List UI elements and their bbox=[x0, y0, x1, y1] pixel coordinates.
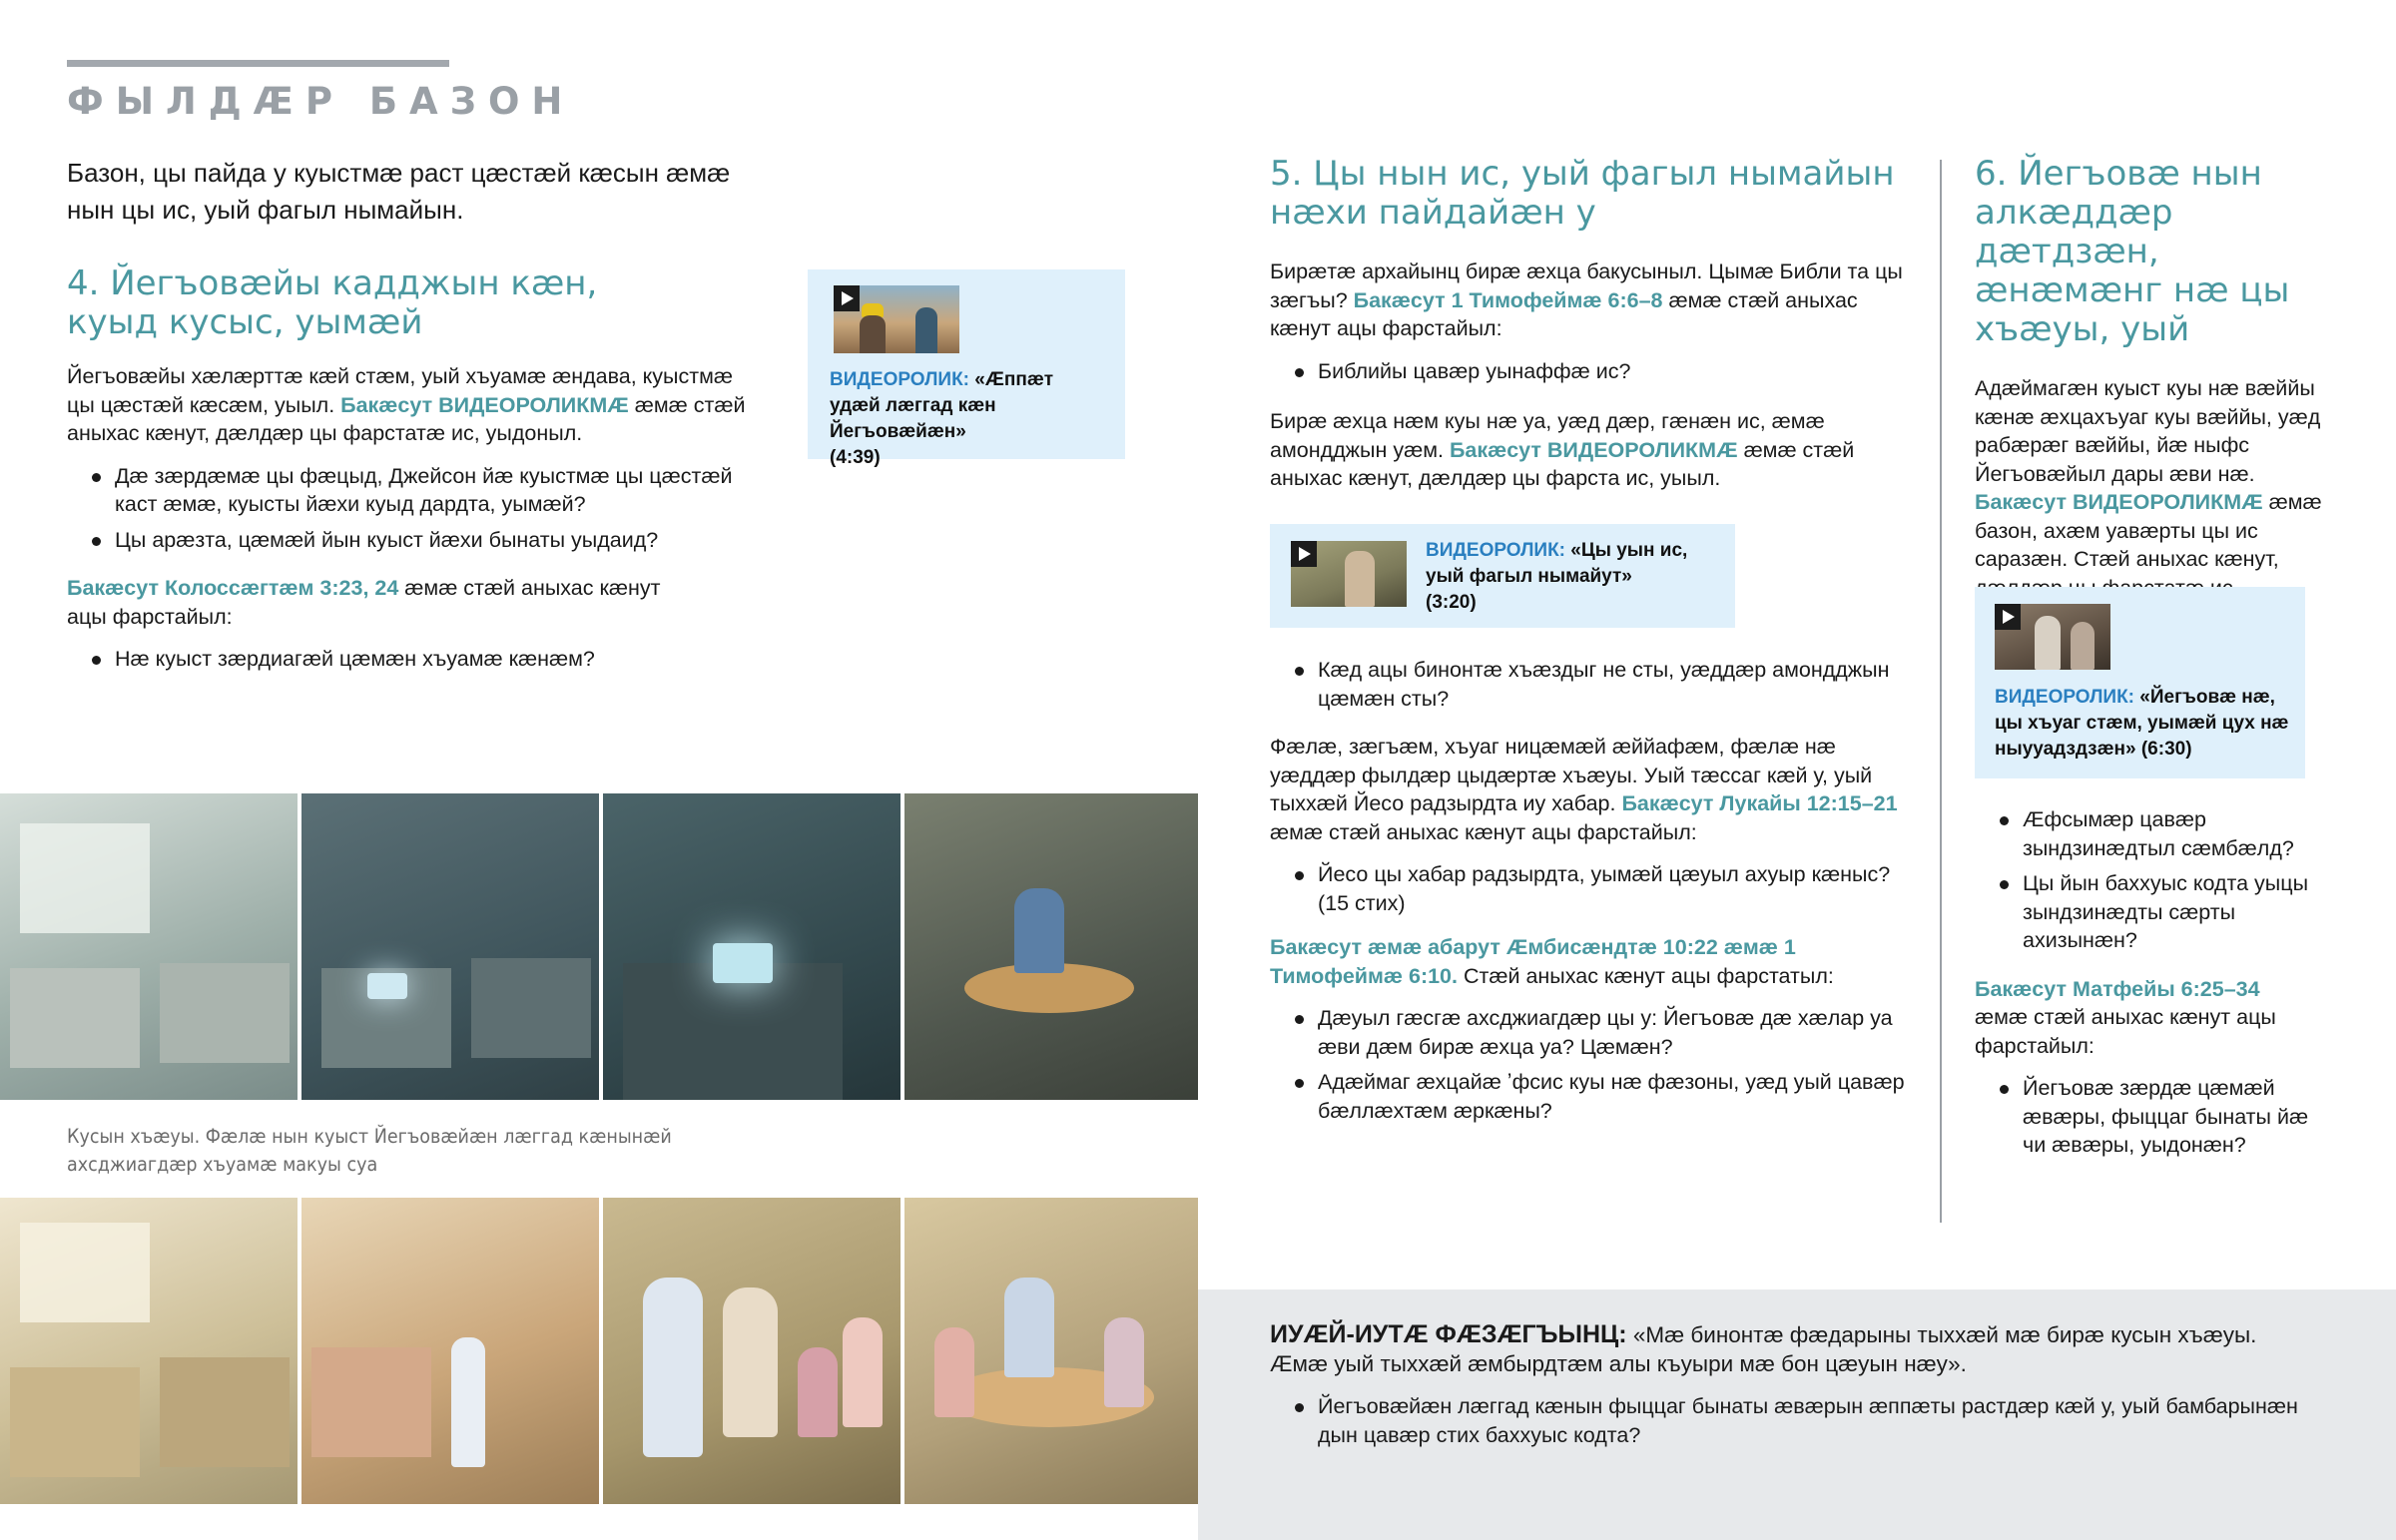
window-shape bbox=[20, 823, 150, 933]
video-card-sec5[interactable] bbox=[1270, 524, 1735, 628]
cubicle-shape bbox=[10, 1367, 140, 1477]
cubicle-shape bbox=[623, 963, 843, 1100]
video-duration: (4:39) bbox=[830, 447, 881, 468]
sec5-para1-text: Бирæтæ архайынц бирæ æхца бакусыныл. Цымæ Библи та цы зæгъы? bbox=[1270, 259, 1903, 312]
person-shape bbox=[2071, 622, 2095, 670]
illustration-office-leaving bbox=[301, 1198, 599, 1504]
section-6-body-2 bbox=[1975, 805, 2334, 1167]
section-4-body bbox=[67, 362, 766, 681]
video-card-sec6[interactable] bbox=[1975, 587, 2305, 778]
monitor-glow bbox=[713, 943, 773, 983]
play-icon[interactable] bbox=[834, 285, 860, 311]
video-duration: (6:30) bbox=[2135, 739, 2192, 760]
sec6-bullets1 bbox=[1975, 805, 2334, 955]
video-thumbnail[interactable] bbox=[1291, 541, 1407, 607]
sec4-para2 bbox=[67, 574, 706, 631]
person-shape bbox=[1014, 888, 1064, 973]
video-duration: (3:20) bbox=[1426, 592, 1477, 613]
video-label bbox=[830, 367, 1109, 471]
sec6-bullets2 bbox=[1975, 1074, 2334, 1160]
window-shape bbox=[20, 1223, 150, 1322]
illustration-caption: Кусын хъæуы. Фæлæ нын куыст Йегъовæйæн лæггад кæнынæй ахсджиагдæр хъуамæ макуы суа bbox=[67, 1125, 672, 1176]
section-4 bbox=[67, 264, 626, 342]
sec4-para1-tail: æмæ стæй аныхас кæнут, дæлдæр цы фарстатæ ис, уыдоныл. bbox=[67, 392, 746, 445]
person-shape bbox=[723, 1287, 778, 1437]
some-say-box bbox=[1198, 1289, 2396, 1540]
sec5-bullets1 bbox=[1270, 357, 1909, 386]
sec6-para1-text: Адæймагæн куыст куы нæ вæййы кæнæ æхцахъуаг куы вæййы, уæд рабæрæг вæййы, йæ ныфс Йегъовæйыл дары æви нæ. bbox=[1975, 376, 2321, 486]
sec4-para1-text: Йегъовæйы хæлæрттæ кæй стæм, уый хъуамæ æндава, куыстмæ цы цæстæй кæсæм, уыыл. bbox=[67, 364, 734, 417]
person-shape bbox=[843, 1317, 883, 1427]
person-shape bbox=[798, 1347, 838, 1437]
section-5-body-2 bbox=[1270, 656, 1919, 1132]
sec5-para4 bbox=[1270, 933, 1889, 990]
sec5-bullets3 bbox=[1270, 860, 1919, 917]
intro-text: Базон, цы пайда у куыстмæ раст цæстæй кæсын æмæ нын цы ис, уый фагыл нымайын. bbox=[67, 158, 731, 225]
person-shape bbox=[451, 1337, 485, 1467]
person-shape bbox=[1104, 1317, 1144, 1407]
play-icon[interactable] bbox=[1995, 604, 2021, 630]
sec5-video-link[interactable]: Бакæсут ВИДЕОРОЛИКМÆ bbox=[1449, 437, 1738, 462]
sec5-para4-tail: Стæй аныхас кæнут ацы фарстатыл: bbox=[1458, 963, 1834, 988]
illustration-family-meeting bbox=[603, 1198, 900, 1504]
video-thumbnail[interactable] bbox=[1995, 604, 2110, 670]
person-shape bbox=[1004, 1278, 1054, 1377]
list-item: Адæймаг æхцайæ ʼфсис куы нæ фæзоны, уæд уый цавæр бæллæхтæм æркæны? bbox=[1318, 1068, 1919, 1125]
sec5-scripture-link-2[interactable]: Бакæсут Лукайы 12:15–21 bbox=[1621, 791, 1898, 815]
sec5-bullets2 bbox=[1270, 656, 1919, 713]
some-say-quote bbox=[1270, 1320, 2308, 1378]
play-icon[interactable] bbox=[1291, 541, 1317, 567]
video-title: «Цы уын ис, уый фагыл нымайут» bbox=[1426, 540, 1688, 587]
video-label-key: ВИДЕОРОЛИК: bbox=[1426, 540, 1566, 561]
monitor-glow bbox=[367, 973, 407, 999]
sec4-para1 bbox=[67, 362, 766, 448]
sec5-para2 bbox=[1270, 407, 1889, 493]
section-5-title: 5. Цы нын ис, уый фагыл нымайын нæхи пайдайæн у bbox=[1270, 154, 1895, 233]
cubicle-shape bbox=[10, 968, 140, 1068]
sec6-video-link[interactable]: Бакæсут ВИДЕОРОЛИКМÆ bbox=[1975, 490, 2263, 514]
some-say-content bbox=[1270, 1320, 2308, 1456]
sec5-para1-tail: æмæ стæй аныхас кæнут ацы фарстайыл: bbox=[1270, 287, 1858, 340]
illustration-family-dinner bbox=[904, 1198, 1198, 1504]
sec5-para3 bbox=[1270, 733, 1914, 846]
cubicle-shape bbox=[311, 1347, 431, 1457]
sec6-para2-tail: æмæ стæй аныхас кæнут ацы фарстайыл: bbox=[1975, 1005, 2276, 1058]
video-label-key: ВИДЕОРОЛИК: bbox=[830, 369, 970, 390]
sec6-para2 bbox=[1975, 975, 2314, 1061]
list-item: Йегъовæ зæрдæ цæмæй æвæры, фыццаг бынаты йæ чи æвæры, уыдонæн? bbox=[2023, 1074, 2334, 1160]
section-title: ФЫЛДÆР БАЗОН bbox=[67, 80, 575, 123]
section-4-title: 4. Йегъовæйы кадджын кæн, куыд кусыс, уымæй bbox=[67, 263, 598, 342]
list-item: Библийы цавæр уынаффæ ис? bbox=[1318, 357, 1909, 386]
sec5-scripture-link-1[interactable]: Бакæсут 1 Тимофеймæ 6:6–8 bbox=[1353, 287, 1663, 312]
sec5-bullets4 bbox=[1270, 1004, 1919, 1125]
illustration-office-day bbox=[0, 793, 298, 1100]
video-label-key: ВИДЕОРОЛИК: bbox=[1995, 687, 2135, 708]
list-item: Дæуыл гæсгæ ахсджиагдæр цы у: Йегъовæ дæ хæлар уа æви дæм бирæ æхца уа? Цæмæн? bbox=[1318, 1004, 1919, 1061]
list-item: Кæд ацы бинонтæ хъæздыг не сты, уæддæр амондджын цæмæн сты? bbox=[1318, 656, 1919, 713]
cubicle-shape bbox=[160, 1357, 290, 1467]
some-say-bullets bbox=[1270, 1392, 2308, 1449]
section-6-title: 6. Йегъовæ нын алкæддæр дæтдзæн, æнæмæнг нæ цы хъæуы, уый bbox=[1975, 154, 2290, 349]
person-shape bbox=[915, 307, 937, 353]
list-item: Æфсымæр цавæр зындзинæдтыл сæмбæлд? bbox=[2023, 805, 2334, 862]
sec5-para3-text: Фæлæ, зæгъæм, хъуаг ницæмæй æййафæм, фæлæ нæ уæддæр фылдæр цыдæртæ хъæуы. Уый тæссаг кæй у, уый тыххæй Йесо радзырдта иу хабар. bbox=[1270, 735, 1873, 815]
person-shape bbox=[643, 1278, 703, 1457]
cubicle-shape bbox=[160, 963, 290, 1063]
sec4-video-link[interactable]: Бакæсут ВИДЕОРОЛИКМÆ bbox=[340, 392, 629, 417]
cubicle-shape bbox=[471, 958, 591, 1058]
sec5-para2-text: Бирæ æхца нæм куы нæ уа, уæд дæр, гæнæн ис, æмæ амондджын уæм. bbox=[1270, 409, 1825, 462]
list-item: Йесо цы хабар радзырдта, уымæй цæуыл ахуыр кæныс? (15 стих) bbox=[1318, 860, 1919, 917]
person-shape bbox=[934, 1327, 974, 1417]
column-divider bbox=[1940, 160, 1942, 1223]
section-5 bbox=[1270, 155, 1909, 493]
illustration-home-alone bbox=[904, 793, 1198, 1100]
person-shape bbox=[860, 315, 886, 353]
illustration-office-day-2 bbox=[0, 1198, 298, 1504]
video-label bbox=[1995, 685, 2294, 763]
person-shape bbox=[2035, 616, 2061, 670]
video-title: «Йегъовæ нæ, цы хъуаг стæм, уымæй цух нæ ныууадздзæн» bbox=[1995, 687, 2289, 760]
illustration-office-evening bbox=[301, 793, 599, 1100]
sec4-scripture-link[interactable]: Бакæсут Колоссæгтæм 3:23, 24 bbox=[67, 576, 399, 600]
illustration-office-night bbox=[603, 793, 900, 1100]
video-thumbnail[interactable] bbox=[834, 285, 959, 353]
list-item: Цы йын баххуыс кодта уыцы зындзинæдты сæрты ахизынæн? bbox=[2023, 869, 2334, 955]
list-item: Нæ куыст зæрдиагæй цæмæн хъуамæ кæнæм? bbox=[115, 645, 766, 674]
sec6-para1-tail: æмæ базон, ахæм уавæрты цы ис саразæн. Стæй аныхас кæнут, bbox=[1975, 490, 2322, 571]
video-label bbox=[1426, 538, 1725, 616]
list-item: Цы арæзта, цæмæй йын куыст йæхи бынаты уыдаид? bbox=[115, 526, 766, 555]
sec5-para2-tail: æмæ стæй аныхас кæнут, дæлдæр цы фарста ис, уыыл. bbox=[1270, 437, 1855, 490]
person-shape bbox=[1345, 551, 1375, 607]
sec6-scripture-link[interactable]: Бакæсут Матфейы 6:25–34 bbox=[1975, 976, 2260, 1001]
sec5-para1 bbox=[1270, 257, 1914, 343]
video-title: «Æппæт удæй лæггад кæн Йегъовæйæн» bbox=[830, 369, 1054, 442]
sec4-bullets1 bbox=[67, 462, 766, 555]
some-say-quote-text: «Мæ бинонтæ фæдарыны тыххæй мæ бирæ кусын хъæуы. Æмæ уый тыххæй æмбырдтæм алы къуыри мæ бон цæуын нæу». bbox=[1270, 1322, 2257, 1376]
list-item: Йегъовæйæн лæггад кæнын фыццаг бынаты æвæрын æппæты растдæр кæй у, уый бамбарынæн дын цавæр стих баххуыс кодта? bbox=[1318, 1392, 2308, 1449]
sec4-para2-tail: æмæ стæй аныхас кæнут ацы фарстайыл: bbox=[67, 576, 661, 629]
list-item: Дæ зæрдæмæ цы фæцыд, Джейсон йæ куыстмæ цы цæстæй каст æмæ, куысты йæхи куыд дардта, уымæй? bbox=[115, 462, 766, 519]
section-6 bbox=[1975, 155, 2334, 631]
sec5-scripture-link-3[interactable]: Бакæсут æмæ абарут Æмбисæндтæ 10:22 æмæ 1 Тимофеймæ 6:10. bbox=[1270, 935, 1796, 988]
video-card-sec4[interactable] bbox=[808, 269, 1125, 468]
sec4-bullets2 bbox=[67, 645, 766, 674]
sec5-para3-tail: æмæ стæй аныхас кæнут ацы фарстайыл: bbox=[1270, 819, 1697, 844]
header-rule bbox=[67, 60, 449, 67]
some-say-label: ИУÆЙ-ИУТÆ ФÆЗÆГЪЫНЦ: bbox=[1270, 1320, 1627, 1348]
